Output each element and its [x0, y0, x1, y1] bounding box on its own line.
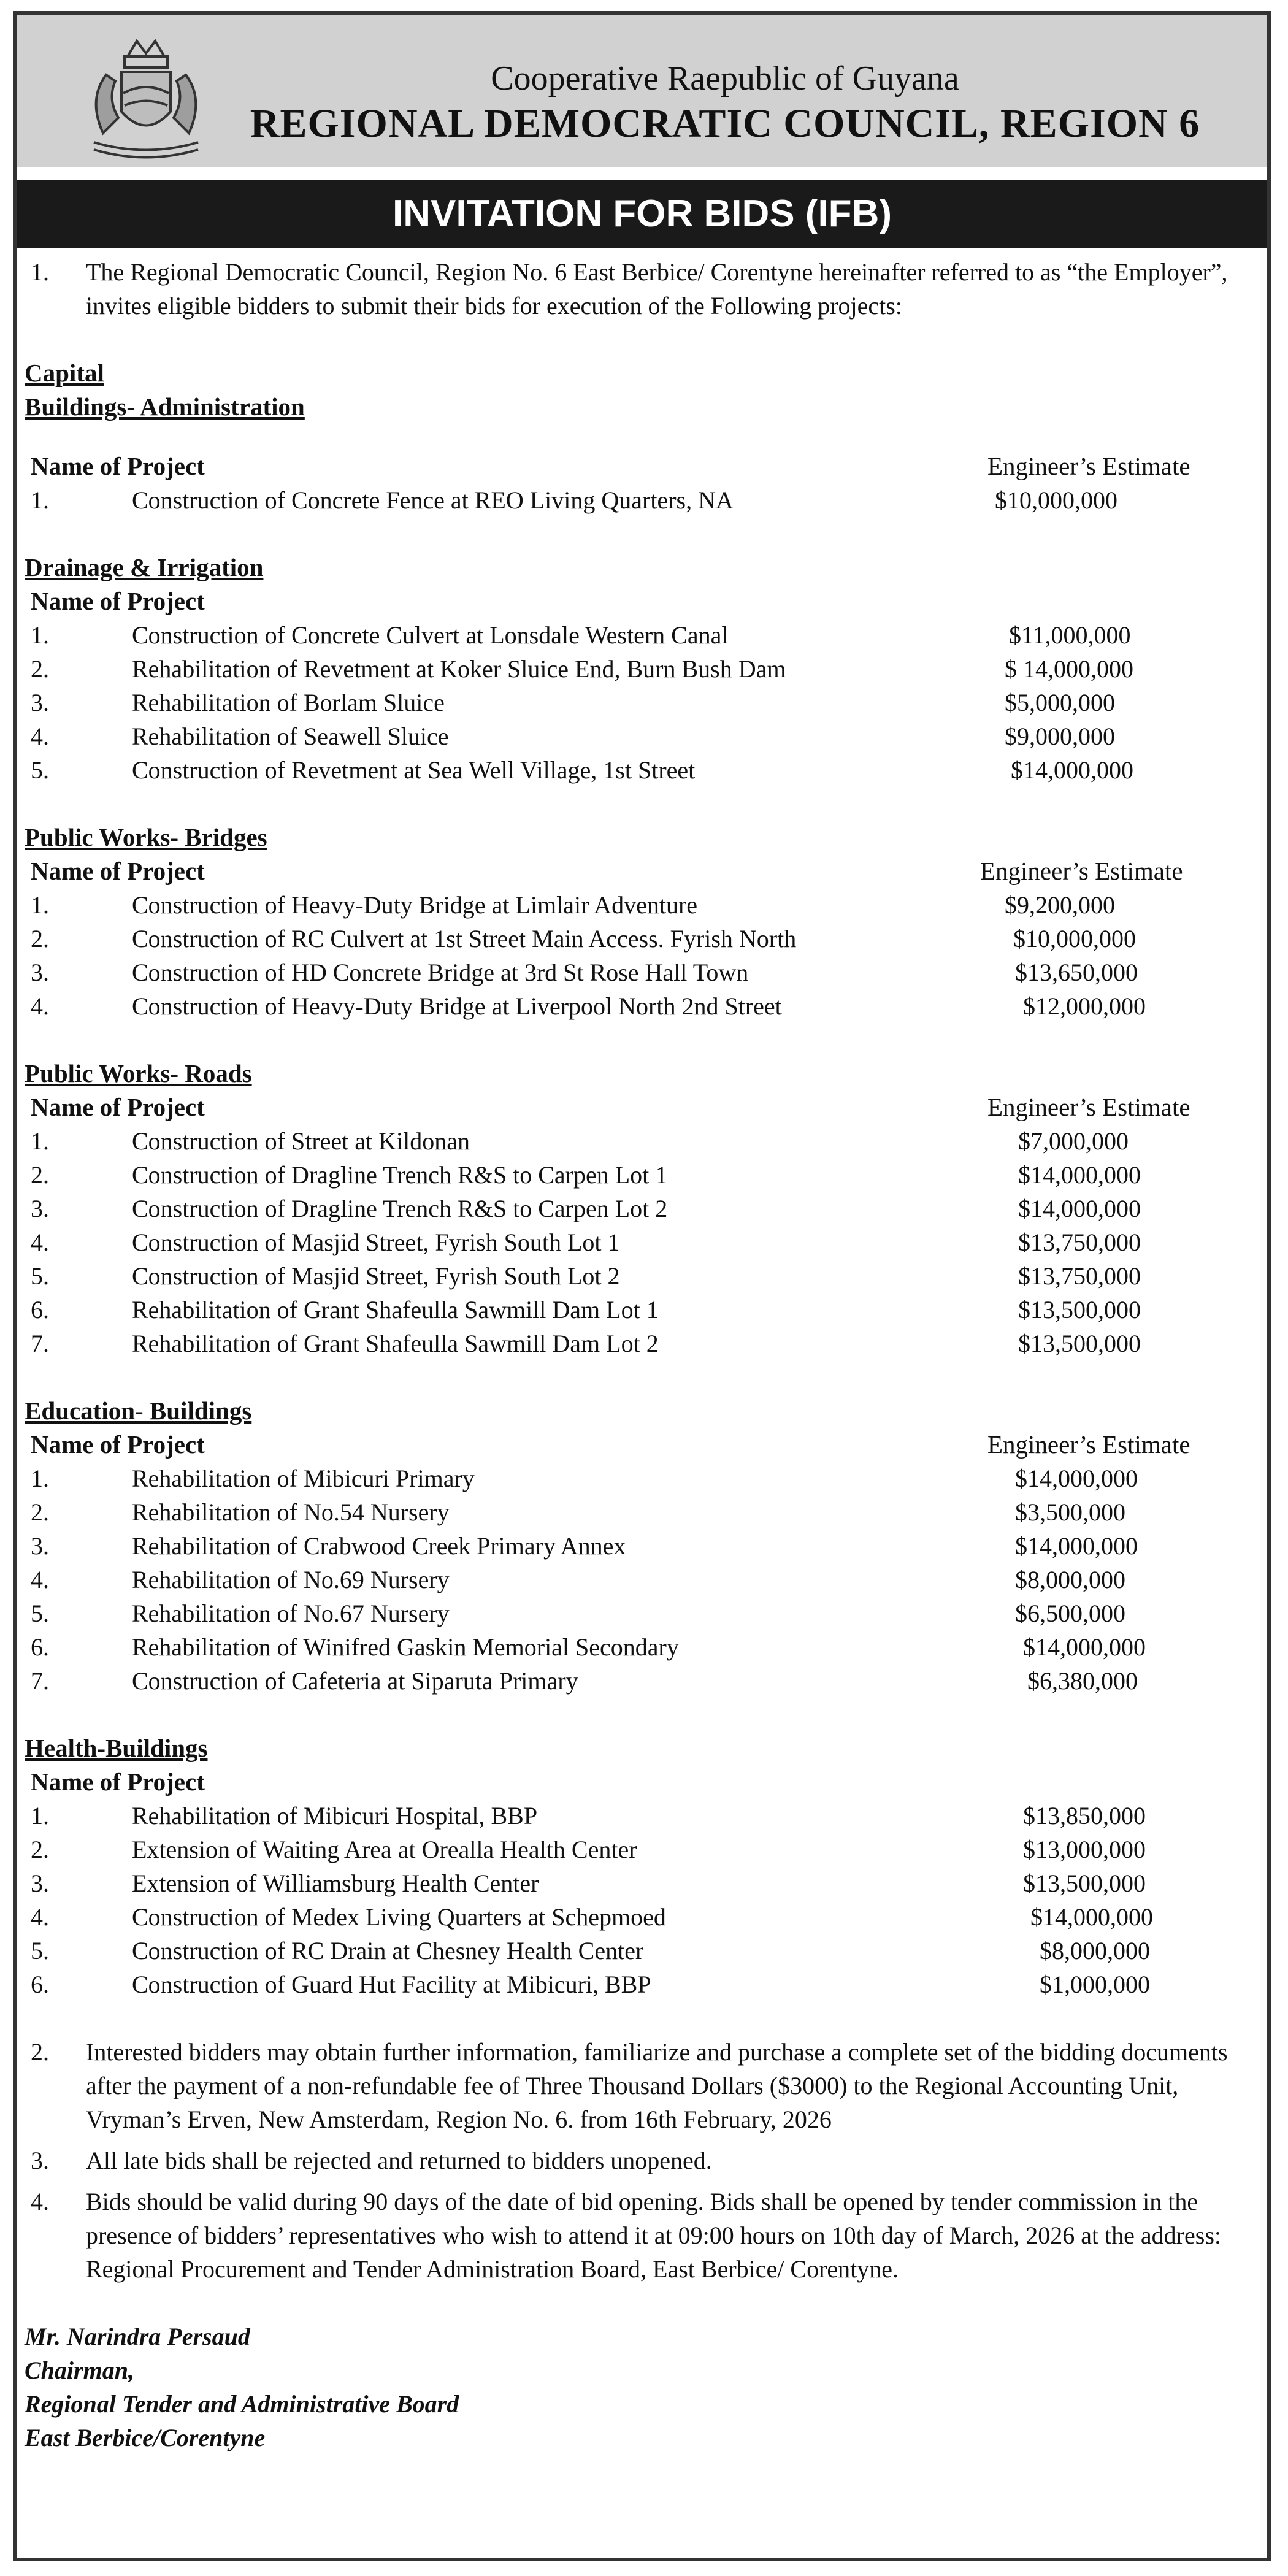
- estimate-value: $14,000,000: [1030, 1903, 1153, 1931]
- estimate-value: $10,000,000: [1013, 925, 1136, 953]
- row-number: 2.: [31, 1161, 49, 1189]
- capital-label: Capital: [25, 359, 104, 387]
- section-label: Education- Buildings: [25, 1397, 252, 1425]
- row-number: 6.: [31, 1971, 49, 1998]
- engineers-estimate-label: Engineer’s Estimate: [980, 857, 1183, 885]
- project-row: [25, 618, 1257, 652]
- name-of-project-label: Name of Project: [31, 587, 205, 615]
- section-bridges: [25, 821, 1257, 1023]
- project-name: Rehabilitation of Borlam Sluice: [132, 689, 445, 716]
- project-name: Construction of Concrete Culvert at Lonsdale Western Canal: [132, 621, 729, 649]
- project-row: [25, 483, 1257, 517]
- project-name: Construction of Dragline Trench R&S to Carpen Lot 2: [132, 1195, 668, 1222]
- paragraph-text: Interested bidders may obtain further information, familiarize and purchase a complete set of the bidding documents after the payment of a non-refundable fee of Three Thousand Dollars ($3000) to the Regional Accounting Unit, Vryman’s Erven, New Amsterdam, Region No. 6. from 16th February, 2026: [86, 2038, 1228, 2133]
- name-of-project-label: Name of Project: [31, 857, 205, 885]
- project-row: [25, 1664, 1257, 1698]
- project-name: Rehabilitation of Grant Shafeulla Sawmill Dam Lot 1: [132, 1296, 659, 1324]
- paragraph-text: All late bids shall be rejected and returned to bidders unopened.: [86, 2147, 712, 2174]
- project-name: Construction of HD Concrete Bridge at 3rd St Rose Hall Town: [132, 959, 749, 986]
- column-header-row: [25, 450, 1257, 483]
- project-name: Rehabilitation of Mibicuri Primary: [132, 1465, 475, 1492]
- estimate-value: $13,500,000: [1023, 1869, 1146, 1897]
- estimate-value: $13,750,000: [1018, 1262, 1141, 1290]
- project-row: [25, 1327, 1257, 1360]
- row-number: 2.: [31, 1836, 49, 1863]
- row-number: 1.: [31, 621, 49, 649]
- project-name: Construction of Revetment at Sea Well Village, 1st Street: [132, 756, 696, 784]
- paragraph-number: 2.: [31, 2038, 49, 2066]
- estimate-value: $6,500,000: [1015, 1600, 1125, 1627]
- estimate-value: $11,000,000: [1009, 621, 1131, 649]
- estimate-value: $8,000,000: [1015, 1566, 1125, 1593]
- estimate-value: $14,000,000: [1015, 1532, 1138, 1560]
- project-row: [25, 1495, 1257, 1529]
- signatory-region: East Berbice/Corentyne: [25, 2424, 266, 2451]
- row-number: 7.: [31, 1667, 49, 1695]
- project-name: Construction of Dragline Trench R&S to Carpen Lot 1: [132, 1161, 668, 1189]
- project-row: [25, 956, 1257, 989]
- project-row: [25, 1597, 1257, 1630]
- project-row: [25, 1293, 1257, 1327]
- estimate-value: $9,000,000: [1005, 723, 1115, 750]
- name-of-project-label: Name of Project: [31, 1093, 205, 1121]
- project-name: Rehabilitation of No.54 Nursery: [132, 1498, 450, 1526]
- project-row: [25, 1225, 1257, 1259]
- project-name: Construction of Concrete Fence at REO Living Quarters, NA: [132, 486, 734, 514]
- project-name: Rehabilitation of No.69 Nursery: [132, 1566, 450, 1593]
- row-number: 5.: [31, 1600, 49, 1627]
- estimate-value: $13,500,000: [1018, 1296, 1141, 1324]
- paragraph-number: 1.: [31, 258, 49, 286]
- column-header-row: [25, 1765, 1257, 1799]
- row-number: 1.: [31, 486, 49, 514]
- project-name: Rehabilitation of No.67 Nursery: [132, 1600, 450, 1627]
- project-name: Rehabilitation of Grant Shafeulla Sawmill Dam Lot 2: [132, 1330, 659, 1357]
- engineers-estimate-label: Engineer’s Estimate: [987, 1093, 1190, 1121]
- paragraph-2: [25, 2035, 1257, 2136]
- notice-body: [25, 255, 1257, 2455]
- estimate-value: $14,000,000: [1018, 1195, 1141, 1222]
- ifb-title-bar: INVITATION FOR BIDS (IFB): [17, 180, 1267, 248]
- project-name: Construction of Heavy-Duty Bridge at Liverpool North 2nd Street: [132, 992, 782, 1020]
- row-number: 2.: [31, 925, 49, 953]
- paragraph-number: 3.: [31, 2147, 49, 2174]
- project-row: [25, 1462, 1257, 1495]
- project-row: [25, 1934, 1257, 1968]
- project-name: Rehabilitation of Seawell Sluice: [132, 723, 449, 750]
- row-number: 1.: [31, 1127, 49, 1155]
- row-number: 5.: [31, 1262, 49, 1290]
- project-row: [25, 1529, 1257, 1563]
- column-header-row: [25, 1428, 1257, 1462]
- row-number: 6.: [31, 1296, 49, 1324]
- estimate-value: $8,000,000: [1040, 1937, 1150, 1965]
- row-number: 3.: [31, 959, 49, 986]
- engineers-estimate-label: Engineer’s Estimate: [987, 452, 1190, 480]
- project-name: Rehabilitation of Revetment at Koker Sluice End, Burn Bush Dam: [132, 655, 786, 683]
- header-subtitle: Cooperative Raepublic of Guyana: [491, 59, 959, 98]
- signatory-board: Regional Tender and Administrative Board: [25, 2390, 459, 2418]
- project-row: [25, 753, 1257, 787]
- paragraph-text: Bids should be valid during 90 days of the date of bid opening. Bids shall be opened by tender commission in the presence of bidders’ representatives who wish to attend it at 09:00 hours on 10th day of March, 2026 at the address: Regional Procurement and Tender Administration Board, East Berbice/ Corentyne.: [86, 2188, 1221, 2283]
- row-number: 4.: [31, 992, 49, 1020]
- project-row: [25, 922, 1257, 956]
- project-row: [25, 1158, 1257, 1192]
- estimate-value: $14,000,000: [1023, 1633, 1146, 1661]
- section-label: Buildings- Administration: [25, 393, 305, 421]
- header-title: REGIONAL DEMOCRATIC COUNCIL, REGION 6: [250, 101, 1200, 146]
- row-number: 6.: [31, 1633, 49, 1661]
- project-row: [25, 1124, 1257, 1158]
- section-education: [25, 1394, 1257, 1698]
- column-header-row: [25, 1091, 1257, 1124]
- paragraph-number: 4.: [31, 2188, 49, 2215]
- project-row: [25, 1833, 1257, 1866]
- project-name: Rehabilitation of Crabwood Creek Primary Annex: [132, 1532, 626, 1560]
- row-number: 3.: [31, 1532, 49, 1560]
- estimate-value: $7,000,000: [1018, 1127, 1129, 1155]
- name-of-project-label: Name of Project: [31, 1430, 205, 1459]
- project-row: [25, 1900, 1257, 1934]
- estimate-value: $13,750,000: [1018, 1229, 1141, 1256]
- estimate-value: $6,380,000: [1027, 1667, 1138, 1695]
- column-header-row: [25, 854, 1257, 888]
- row-number: 7.: [31, 1330, 49, 1357]
- signature-block: [25, 2320, 1257, 2455]
- paragraph-text: The Regional Democratic Council, Region No. 6 East Berbice/ Corentyne hereinafter referred to as “the Employer”, invites eligible bidders to submit their bids for execution of the Following projects:: [86, 258, 1228, 320]
- project-name: Construction of Medex Living Quarters at Schepmoed: [132, 1903, 666, 1931]
- name-of-project-label: Name of Project: [31, 452, 205, 480]
- estimate-value: $3,500,000: [1015, 1498, 1125, 1526]
- estimate-value: $13,650,000: [1015, 959, 1138, 986]
- section-drainage: [25, 551, 1257, 787]
- row-number: 2.: [31, 655, 49, 683]
- section-label: Public Works- Roads: [25, 1059, 252, 1087]
- engineers-estimate-label: Engineer’s Estimate: [987, 1430, 1190, 1459]
- notice-page: [13, 11, 1271, 2561]
- project-name: Construction of RC Culvert at 1st Street Main Access. Fyrish North: [132, 925, 797, 953]
- project-name: Construction of Heavy-Duty Bridge at Limlair Adventure: [132, 891, 698, 919]
- section-label: Public Works- Bridges: [25, 823, 267, 851]
- row-number: 4.: [31, 1903, 49, 1931]
- row-number: 3.: [31, 1195, 49, 1222]
- project-row: [25, 1799, 1257, 1833]
- project-name: Construction of Masjid Street, Fyrish South Lot 1: [132, 1229, 620, 1256]
- project-row: [25, 1968, 1257, 2001]
- row-number: 4.: [31, 723, 49, 750]
- estimate-value: $12,000,000: [1023, 992, 1146, 1020]
- project-name: Extension of Williamsburg Health Center: [132, 1869, 539, 1897]
- intro-paragraph: [25, 255, 1257, 323]
- section-roads: [25, 1057, 1257, 1360]
- row-number: 1.: [31, 1465, 49, 1492]
- project-row: [25, 989, 1257, 1023]
- row-number: 3.: [31, 1869, 49, 1897]
- name-of-project-label: Name of Project: [31, 1768, 205, 1796]
- project-name: Construction of Cafeteria at Siparuta Primary: [132, 1667, 578, 1695]
- project-name: Construction of RC Drain at Chesney Health Center: [132, 1937, 644, 1965]
- project-name: Construction of Guard Hut Facility at Mibicuri, BBP: [132, 1971, 651, 1998]
- estimate-value: $ 14,000,000: [1005, 655, 1133, 683]
- row-number: 3.: [31, 689, 49, 716]
- row-number: 4.: [31, 1229, 49, 1256]
- section-label: Health-Buildings: [25, 1734, 208, 1762]
- section-label: Drainage & Irrigation: [25, 553, 264, 581]
- project-name: Construction of Masjid Street, Fyrish South Lot 2: [132, 1262, 620, 1290]
- estimate-value: $13,000,000: [1023, 1836, 1146, 1863]
- estimate-value: $9,200,000: [1005, 891, 1115, 919]
- project-name: Rehabilitation of Winifred Gaskin Memorial Secondary: [132, 1633, 679, 1661]
- estimate-value: $14,000,000: [1011, 756, 1133, 784]
- estimate-value: $14,000,000: [1015, 1465, 1138, 1492]
- project-row: [25, 1259, 1257, 1293]
- paragraph-3: [25, 2144, 1257, 2177]
- row-number: 4.: [31, 1566, 49, 1593]
- project-name: Extension of Waiting Area at Orealla Health Center: [132, 1836, 637, 1863]
- project-row: [25, 652, 1257, 686]
- row-number: 5.: [31, 1937, 49, 1965]
- section-admin: [25, 356, 1257, 517]
- project-name: Rehabilitation of Mibicuri Hospital, BBP: [132, 1802, 538, 1830]
- row-number: 1.: [31, 1802, 49, 1830]
- section-health: [25, 1731, 1257, 2001]
- column-header-row: [25, 585, 1257, 618]
- project-row: [25, 888, 1257, 922]
- estimate-value: $13,500,000: [1018, 1330, 1141, 1357]
- project-row: [25, 1563, 1257, 1597]
- signatory-role: Chairman,: [25, 2356, 134, 2384]
- row-number: 2.: [31, 1498, 49, 1526]
- estimate-value: $13,850,000: [1023, 1802, 1146, 1830]
- project-row: [25, 686, 1257, 719]
- paragraph-4: [25, 2185, 1257, 2286]
- estimate-value: $10,000,000: [995, 486, 1117, 514]
- project-name: Construction of Street at Kildonan: [132, 1127, 470, 1155]
- project-row: [25, 1192, 1257, 1225]
- header-banner: [17, 15, 1267, 167]
- project-row: [25, 1630, 1257, 1664]
- signatory-name: Mr. Narindra Persaud: [25, 2323, 250, 2350]
- estimate-value: $5,000,000: [1005, 689, 1115, 716]
- project-row: [25, 1866, 1257, 1900]
- estimate-value: $1,000,000: [1040, 1971, 1150, 1998]
- estimate-value: $14,000,000: [1018, 1161, 1141, 1189]
- row-number: 5.: [31, 756, 49, 784]
- row-number: 1.: [31, 891, 49, 919]
- project-row: [25, 719, 1257, 753]
